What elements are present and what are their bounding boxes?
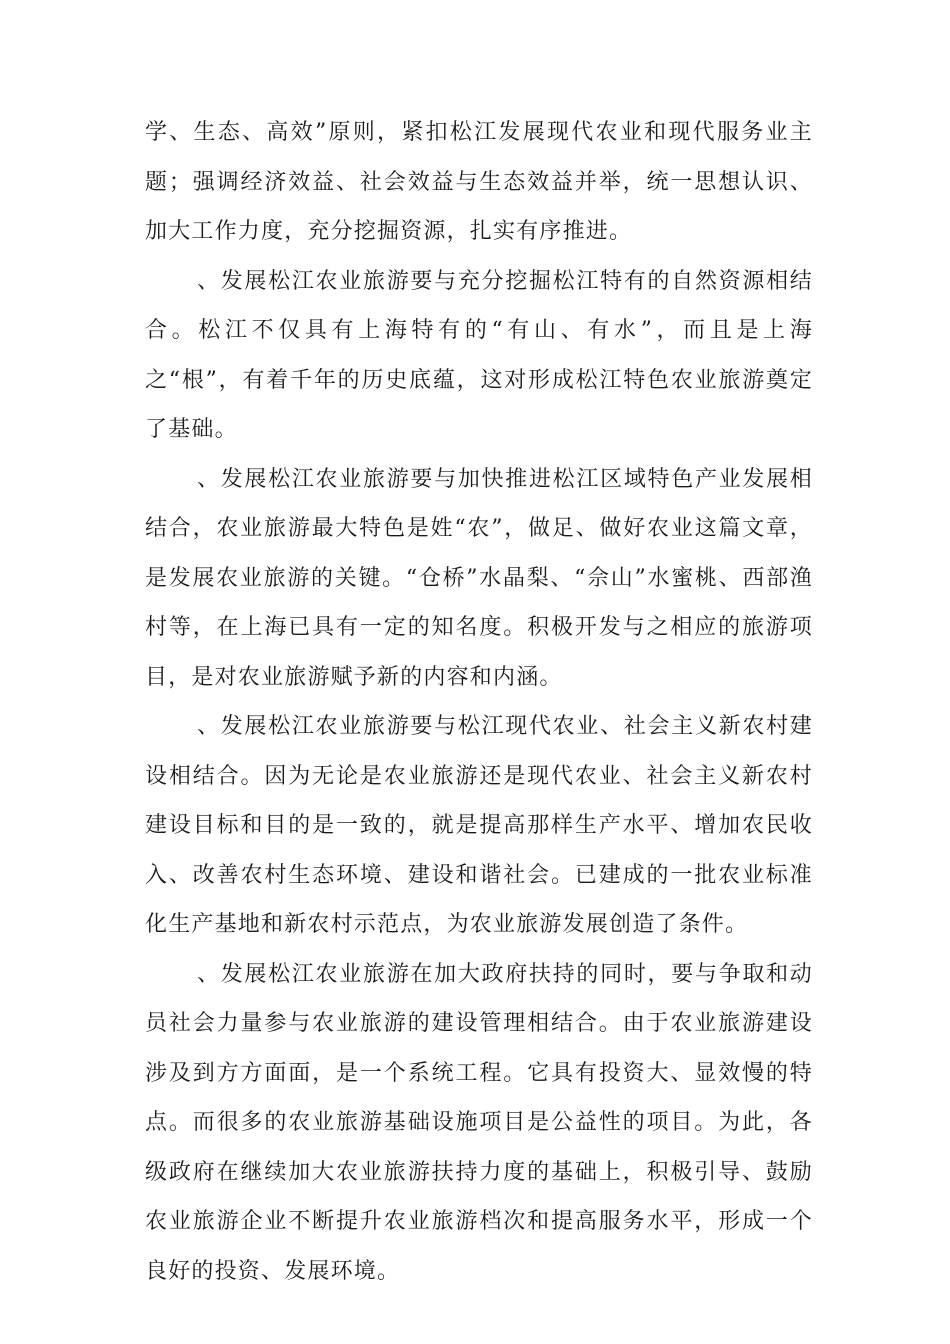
paragraph-continuation: 学、生态、高效”原则，紧扣松江发展现代农业和现代服务业主题；强调经济效益、社会效益与生态效益并举，统一思想认识、加大工作力度，充分挖掘资源，扎实有序推进。	[145, 120, 813, 244]
paragraph-modern-agriculture: 、发展松江农业旅游要与松江现代农业、社会主义新农村建设相结合。因为无论是农业旅游还是现代农业、社会主义新农村建设目标和目的是一致的，就是提高那样生产水平、增加农民收入、改善农村生态环境、建设和谐社会。已建成的一批农业标准化生产基地和新农村示范点，为农业旅游发展创造了条件。	[145, 714, 813, 937]
paragraph-government-support: 、发展松江农业旅游在加大政府扶持的同时，要与争取和动员社会力量参与农业旅游的建设管理相结合。由于农业旅游建设涉及到方方面面，是一个系统工程。它具有投资大、显效慢的特点。而很多的农业旅游基础设施项目是公益性的项目。为此，各级政府在继续加大农业旅游扶持力度的基础上，积极引导、鼓励农业旅游企业不断提升农业旅游档次和提高服务水平，形成一个良好的投资、发展环境。	[145, 961, 813, 1284]
paragraph-regional-industry: 、发展松江农业旅游要与加快推进松江区域特色产业发展相结合，农业旅游最大特色是姓“农”，做足、做好农业这篇文章，是发展农业旅游的关键。“仓桥”水晶梨、“佘山”水蜜桃、西部渔村等，在上海已具有一定的知名度。积极开发与之相应的旅游项目，是对农业旅游赋予新的内容和内涵。	[145, 466, 813, 690]
document-body	[145, 108, 813, 1296]
paragraph-natural-resources: 、发展松江农业旅游要与充分挖掘松江特有的自然资源相结合。松江不仅具有上海特有的“有山、有水”，而且是上海之“根”，有着千年的历史底蕴，这对形成松江特色农业旅游奠定了基础。	[145, 268, 813, 442]
